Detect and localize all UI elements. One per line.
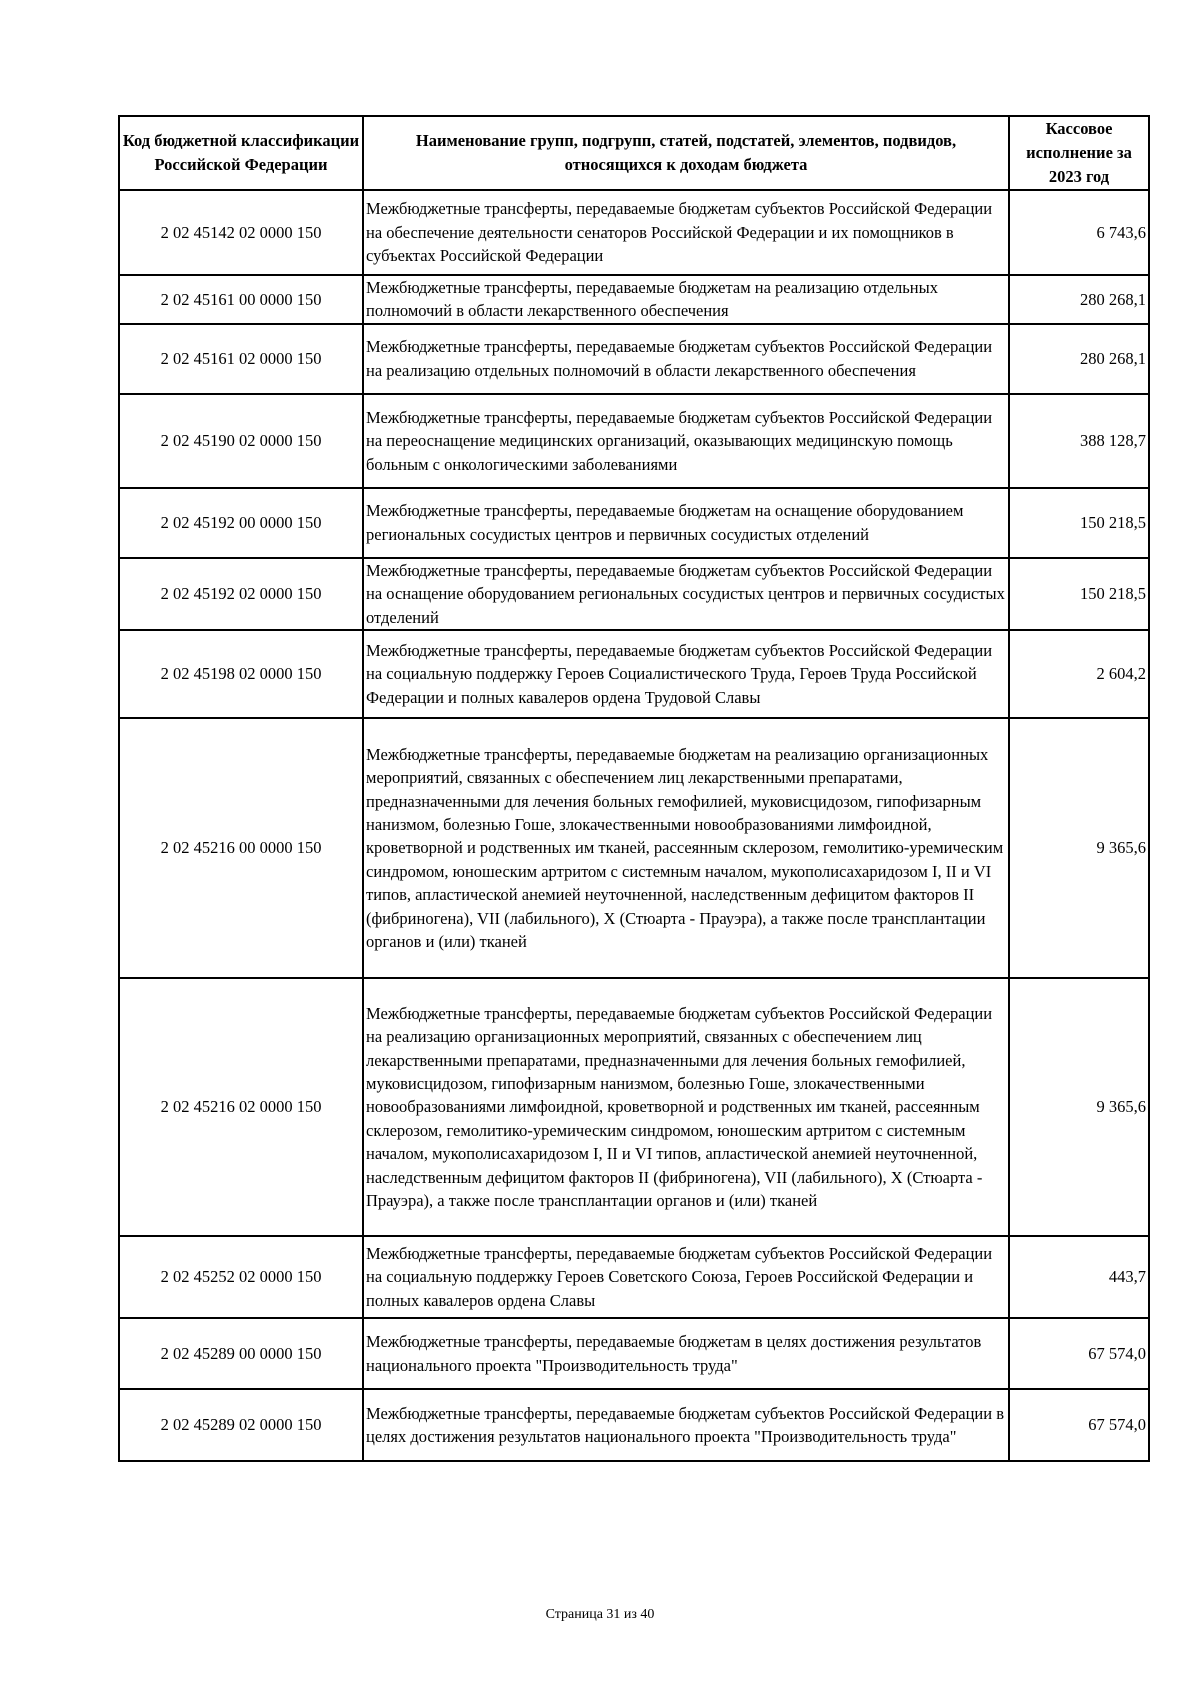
table-row — [119, 978, 1149, 1236]
row-amount: 67 574,0 — [1009, 1318, 1149, 1389]
row-code: 2 02 45142 02 0000 150 — [119, 190, 363, 275]
table-row — [119, 558, 1149, 630]
row-amount: 9 365,6 — [1009, 718, 1149, 978]
row-name: Межбюджетные трансферты, передаваемые бюджетам в целях достижения результатов национального проекта "Производительность труда" — [363, 1318, 1009, 1389]
row-code: 2 02 45161 02 0000 150 — [119, 324, 363, 394]
row-amount: 150 218,5 — [1009, 558, 1149, 630]
table-row — [119, 1389, 1149, 1461]
row-code: 2 02 45252 02 0000 150 — [119, 1236, 363, 1318]
table-row — [119, 190, 1149, 275]
row-amount: 67 574,0 — [1009, 1389, 1149, 1461]
row-name: Межбюджетные трансферты, передаваемые бюджетам на оснащение оборудованием региональных сосудистых центров и первичных сосудистых отделений — [363, 488, 1009, 558]
row-name: Межбюджетные трансферты, передаваемые бюджетам на реализацию организационных мероприятий, связанных с обеспечением лиц лекарственными препаратами, предназначенными для лечения больных гемофилией, муковисцидозом, гипофизарным нанизмом, болезнью Гоше, злокачественными новообразованиями лимфоидной, кроветворной и родственных им тканей, рассеянным склерозом, гемолитико-уремическим синдромом, юношеским артритом с системным началом, мукополисахаридозом I, II и VI типов, апластической анемией неуточненной, наследственным дефицитом факторов II (фибриногена), VII (лабильного), X (Стюарта - Прауэра), а также после трансплантации органов и (или) тканей — [363, 718, 1009, 978]
row-name: Межбюджетные трансферты, передаваемые бюджетам субъектов Российской Федерации на переоснащение медицинских организаций, оказывающих медицинскую помощь больным с онкологическими заболеваниями — [363, 394, 1009, 488]
row-amount: 6 743,6 — [1009, 190, 1149, 275]
table-row — [119, 488, 1149, 558]
row-code: 2 02 45216 02 0000 150 — [119, 978, 363, 1236]
table-row — [119, 630, 1149, 718]
row-amount: 388 128,7 — [1009, 394, 1149, 488]
table-row — [119, 1236, 1149, 1318]
row-code: 2 02 45190 02 0000 150 — [119, 394, 363, 488]
row-code: 2 02 45216 00 0000 150 — [119, 718, 363, 978]
row-name: Межбюджетные трансферты, передаваемые бюджетам субъектов Российской Федерации на обеспечение деятельности сенаторов Российской Федерации и их помощников в субъектах Российской Федерации — [363, 190, 1009, 275]
row-amount: 280 268,1 — [1009, 324, 1149, 394]
row-name: Межбюджетные трансферты, передаваемые бюджетам субъектов Российской Федерации на реализацию отдельных полномочий в области лекарственного обеспечения — [363, 324, 1009, 394]
row-name: Межбюджетные трансферты, передаваемые бюджетам субъектов Российской Федерации на социальную поддержку Героев Советского Союза, Героев Российской Федерации и полных кавалеров ордена Славы — [363, 1236, 1009, 1318]
header-code: Код бюджетной классификации Российской Федерации — [119, 116, 363, 190]
row-amount: 2 604,2 — [1009, 630, 1149, 718]
table-row — [119, 718, 1149, 978]
budget-revenue-table — [118, 115, 1150, 1462]
row-amount: 9 365,6 — [1009, 978, 1149, 1236]
row-name: Межбюджетные трансферты, передаваемые бюджетам субъектов Российской Федерации на социальную поддержку Героев Социалистического Труда, Героев Труда Российской Федерации и полных кавалеров ордена Трудовой Славы — [363, 630, 1009, 718]
header-amount: Кассовое исполнение за 2023 год — [1009, 116, 1149, 190]
row-amount: 443,7 — [1009, 1236, 1149, 1318]
row-name: Межбюджетные трансферты, передаваемые бюджетам субъектов Российской Федерации в целях достижения результатов национального проекта "Производительность труда" — [363, 1389, 1009, 1461]
row-code: 2 02 45289 02 0000 150 — [119, 1389, 363, 1461]
table-row — [119, 1318, 1149, 1389]
row-code: 2 02 45289 00 0000 150 — [119, 1318, 363, 1389]
table-row — [119, 394, 1149, 488]
header-name: Наименование групп, подгрупп, статей, подстатей, элементов, подвидов, относящихся к доходам бюджета — [363, 116, 1009, 190]
row-name: Межбюджетные трансферты, передаваемые бюджетам субъектов Российской Федерации на оснащение оборудованием региональных сосудистых центров и первичных сосудистых отделений — [363, 558, 1009, 630]
row-name: Межбюджетные трансферты, передаваемые бюджетам на реализацию отдельных полномочий в области лекарственного обеспечения — [363, 275, 1009, 324]
row-amount: 280 268,1 — [1009, 275, 1149, 324]
table-header-row — [119, 116, 1149, 190]
table-row — [119, 324, 1149, 394]
row-amount: 150 218,5 — [1009, 488, 1149, 558]
row-code: 2 02 45192 02 0000 150 — [119, 558, 363, 630]
row-code: 2 02 45161 00 0000 150 — [119, 275, 363, 324]
row-code: 2 02 45198 02 0000 150 — [119, 630, 363, 718]
page-number: Страница 31 из 40 — [545, 1607, 655, 1622]
row-code: 2 02 45192 00 0000 150 — [119, 488, 363, 558]
table-row — [119, 275, 1149, 324]
row-name: Межбюджетные трансферты, передаваемые бюджетам субъектов Российской Федерации на реализацию организационных мероприятий, связанных с обеспечением лиц лекарственными препаратами, предназначенными для лечения больных гемофилией, муковисцидозом, гипофизарным нанизмом, болезнью Гоше, злокачественными новообразованиями лимфоидной, кроветворной и родственных им тканей, рассеянным склерозом, гемолитико-уремическим синдромом, юношеским артритом с системным началом, мукополисахаридозом I, II и VI типов, апластической анемией неуточненной, наследственным дефицитом факторов II (фибриногена), VII (лабильного), X (Стюарта - Прауэра), а также после трансплантации органов и (или) тканей — [363, 978, 1009, 1236]
